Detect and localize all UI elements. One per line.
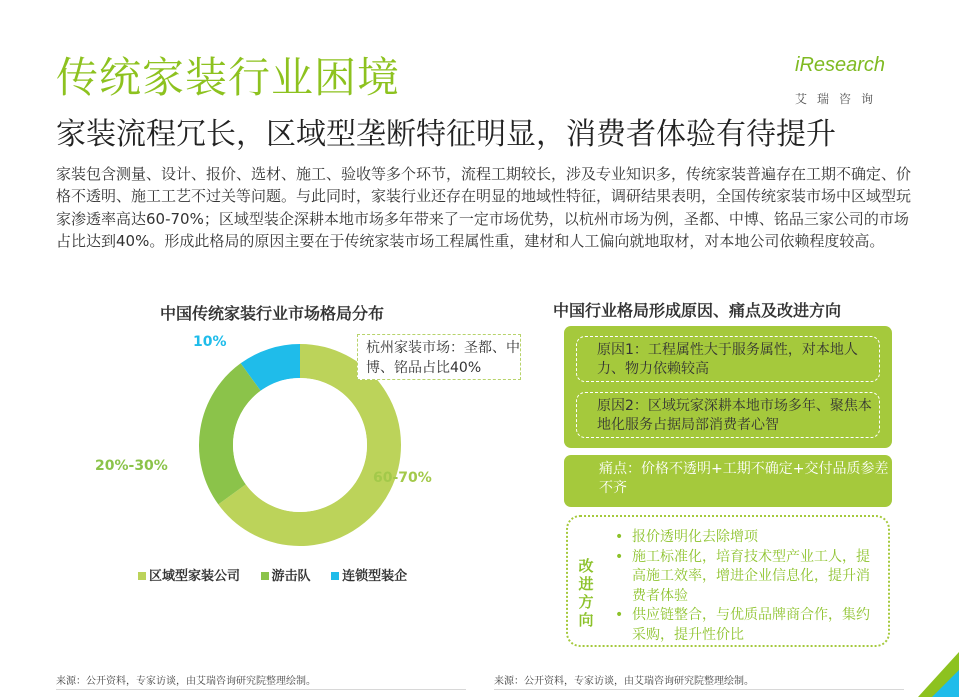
legend-label-regional: 区域型家装公司 — [149, 569, 241, 584]
label-regional: 60-70% — [373, 470, 432, 486]
intro-paragraph: 家装包含测量、设计、报价、选材、施工、验收等多个环节，流程工期较长，涉及专业知识多，传统家装普遍存在工期不确定、价格不透明、施工工艺不过关等问题。与此同时，家装行业还存在明显的地域性特征，调研结果表明，全国传统家装市场中区域型玩家渗透率高达60-70%；区域型装企深耕本地市场多年带来了一定市场优势，以杭州市场为例，圣都、中博、铭品三家公司的市场占比达到40%。形成此格局的原因主要在于传统家装市场工程属性重，建材和人工偏向就地取材，对本地公司依赖程度较高。 — [56, 165, 912, 251]
corner-decoration — [918, 652, 959, 697]
legend-label-chain: 连锁型装企 — [342, 569, 408, 584]
hangzhou-callout: 杭州家装市场：圣都、中博、铭品占比40% — [357, 334, 521, 380]
legend-swatch-regional — [138, 572, 146, 580]
footer-divider-left — [56, 689, 466, 690]
logo-wordmark: iResearch — [795, 54, 886, 76]
page-title: 传统家装行业困境 — [56, 53, 401, 102]
legend-item-regional — [138, 565, 240, 584]
source-note-left: 来源：公开资料，专家访谈，由艾瑞咨询研究院整理绘制。 — [56, 676, 316, 687]
reason-2: 原因2：区域玩家深耕本地市场多年、聚焦本地化服务占据局部消费者心智 — [576, 392, 880, 438]
improvement-label: 改进方向 — [578, 557, 594, 629]
improvement-item: • 报价透明化去除增项 — [612, 528, 872, 548]
reasons-box — [564, 326, 892, 448]
pain-points-box: 痛点：价格不透明+工期不确定+交付品质参差不齐 — [564, 455, 892, 507]
improvement-item: • 施工标准化，培育技术型产业工人，提高施工效率，增进企业信息化，提升消费者体验 — [612, 548, 872, 607]
reason-1: 原因1：工程属性大于服务属性，对本地人力、物力依赖较高 — [576, 336, 880, 382]
footer-divider-right — [494, 689, 904, 690]
iresearch-logo — [795, 54, 925, 110]
improvement-box — [566, 515, 890, 647]
legend-item-guerrilla — [261, 565, 311, 584]
legend-label-guerrilla: 游击队 — [271, 569, 311, 584]
donut-slice-2 — [251, 361, 300, 377]
logo-chinese-name: 艾瑞咨询 — [795, 92, 884, 106]
legend-item-chain — [331, 565, 407, 584]
chart-legend — [138, 565, 423, 584]
legend-swatch-chain — [331, 572, 339, 580]
donut-hole — [233, 378, 367, 512]
legend-swatch-guerrilla — [261, 572, 269, 580]
label-guerrilla: 20%-30% — [95, 458, 168, 474]
label-chain: 10% — [193, 334, 227, 350]
improvement-list — [612, 528, 872, 645]
right-panel-title: 中国行业格局形成原因、痛点及改进方向 — [553, 301, 842, 320]
page-subtitle: 家装流程冗长，区域型垄断特征明显，消费者体验有待提升 — [56, 117, 836, 152]
source-note-right: 来源：公开资料，专家访谈，由艾瑞咨询研究院整理绘制。 — [494, 676, 754, 687]
left-chart-title: 中国传统家装行业市场格局分布 — [160, 304, 385, 323]
improvement-item: • 供应链整合，与优质品牌商合作，集约采购，提升性价比 — [612, 606, 872, 645]
